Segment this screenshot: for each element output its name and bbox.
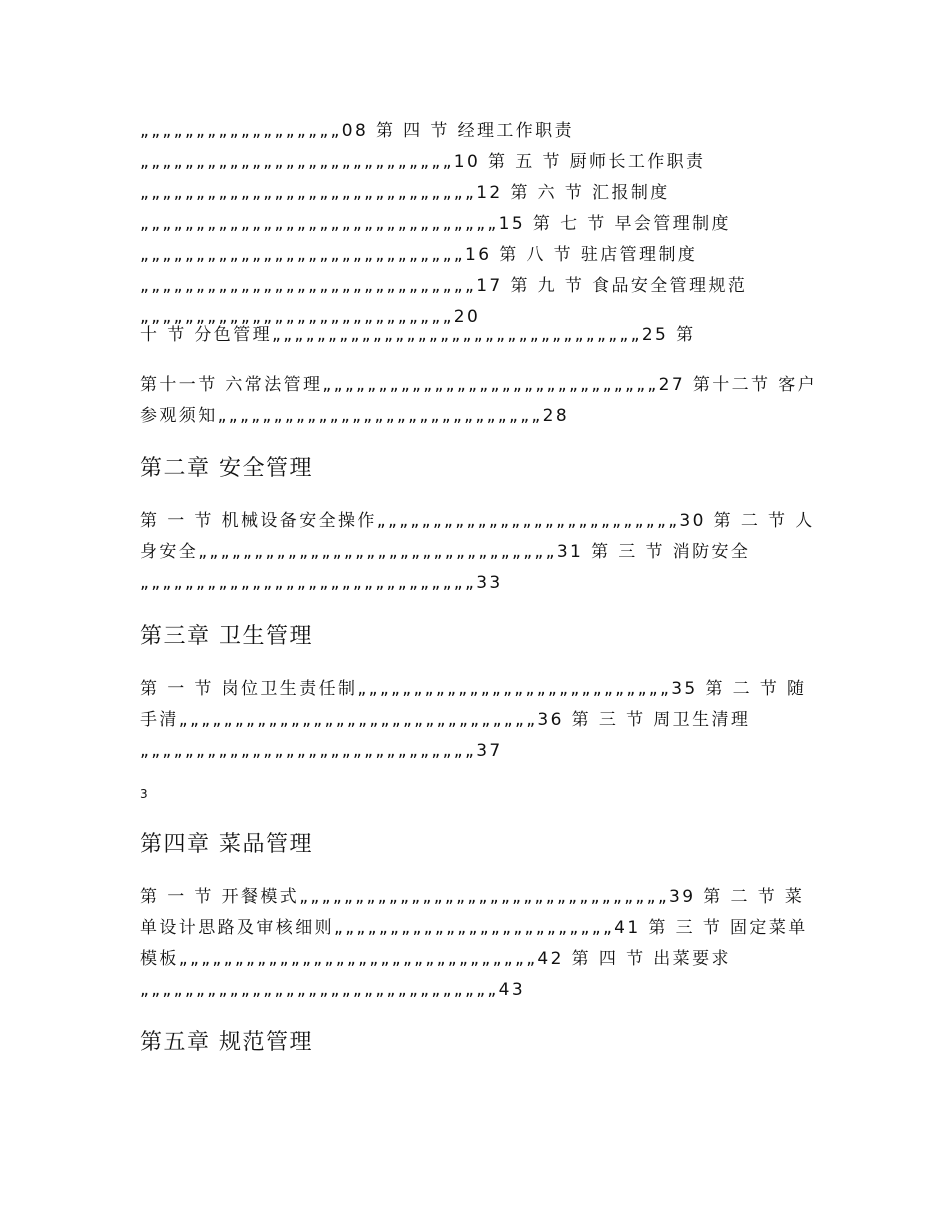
chapter-heading-dishes: 第四章 菜品管理 [140, 832, 313, 857]
chapter-heading-hygiene: 第三章 卫生管理 [140, 624, 313, 649]
toc-block-dishes: 第 一 节 开餐模式„„„„„„„„„„„„„„„„„„„„„„„„„„„„„„„„„39 第 二 节 菜单设计思路及审核细则„„„„„„„„„„„„„„„„„„„„„„„„„41 第 三 节 固定菜单模板„„„„„„„„„„„„„„„„„„„„„„„„„„„„„„„„42 第 四 节 出菜要求„„„„„„„„„„„„„„„„„„„„„„„„„„„„„„„„43 [140, 887, 808, 1000]
toc-block-chapter1-sections: „„„„„„„„„„„„„„„„„„08 第 四 节 经理工作职责„„„„„„„„„„„„„„„„„„„„„„„„„„„„10 第 五 节 厨师长工作职责„„„„„„„„„„„„„„„„„„„„„„„„„„„„„„12 第 六 节 汇报制度„„„„„„„„„„„„„„„„„„„„„„„„„„„„„„„„15 第 七 节 早会管理制度„„„„„„„„„„„„„„„„„„„„„„„„„„„„„16 第 八 节 驻店管理制度„„„„„„„„„„„„„„„„„„„„„„„„„„„„„„17 第 九 节 食品安全管理规范„„„„„„„„„„„„„„„„„„„„„„„„„„„„20 [140, 121, 748, 327]
toc-block-safety: 第 一 节 机械设备安全操作„„„„„„„„„„„„„„„„„„„„„„„„„„„30 第 二 节 人身安全„„„„„„„„„„„„„„„„„„„„„„„„„„„„„„„„31 第 三 节 消防安全„„„„„„„„„„„„„„„„„„„„„„„„„„„„„„33 [140, 511, 815, 593]
page-number: 3 [140, 787, 148, 801]
chapter-heading-standards: 第五章 规范管理 [140, 1030, 313, 1055]
toc-block-section10: 十 节 分色管理„„„„„„„„„„„„„„„„„„„„„„„„„„„„„„„„„25 第 [140, 325, 696, 345]
toc-block-sections11-12: 第十一节 六常法管理„„„„„„„„„„„„„„„„„„„„„„„„„„„„„„27 第十二节 客户参观须知„„„„„„„„„„„„„„„„„„„„„„„„„„„„„28 [140, 375, 818, 426]
toc-block-hygiene: 第 一 节 岗位卫生责任制„„„„„„„„„„„„„„„„„„„„„„„„„„„„35 第 二 节 随手清„„„„„„„„„„„„„„„„„„„„„„„„„„„„„„„„36 第 三 节 周卫生清理„„„„„„„„„„„„„„„„„„„„„„„„„„„„„„37 [140, 679, 807, 761]
chapter-heading-safety: 第二章 安全管理 [140, 456, 313, 481]
